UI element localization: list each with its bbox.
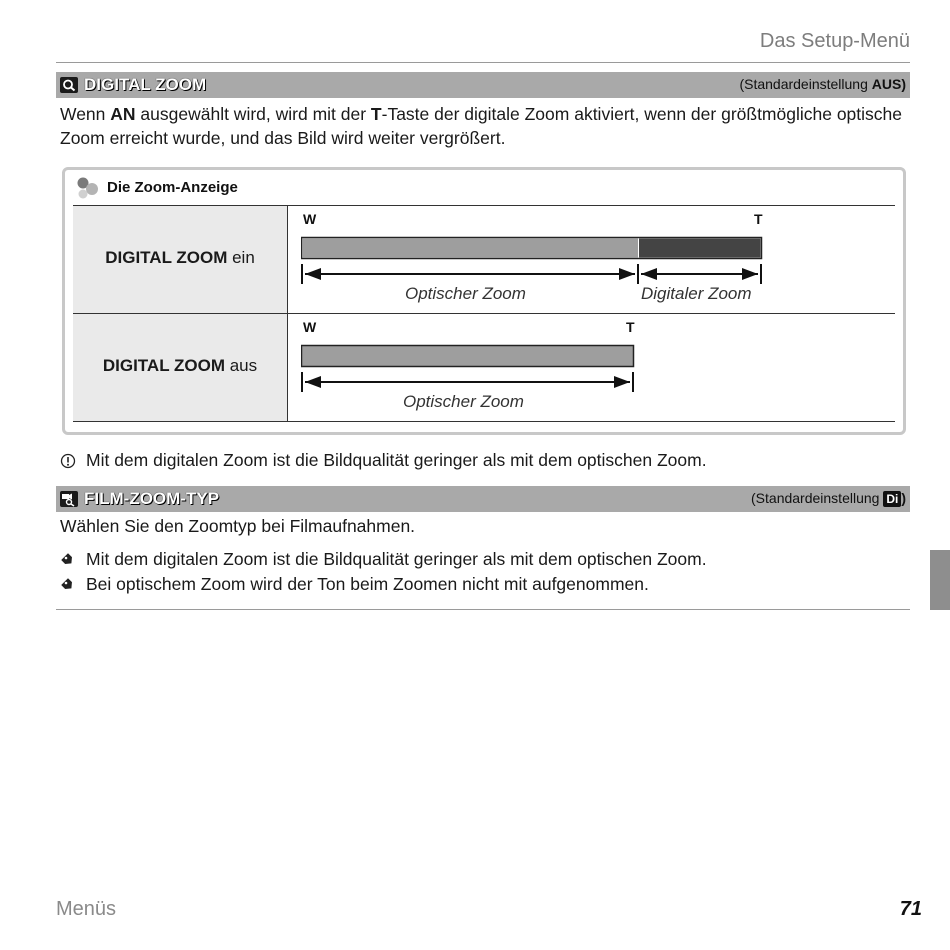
arrowhead — [742, 268, 758, 280]
t-label: T — [754, 211, 763, 227]
default-suffix: ) — [901, 490, 906, 506]
row-label-bold: DIGITAL ZOOM — [102, 356, 225, 375]
optical-zoom-caption: Optischer Zoom — [405, 284, 526, 303]
caution-icon — [60, 453, 76, 469]
body-text-part: Wenn — [60, 104, 111, 124]
chapter-side-tab — [930, 550, 950, 610]
section-title — [60, 489, 219, 509]
default-value: AUS — [871, 76, 902, 92]
row-label-on — [73, 248, 287, 268]
zoom-bar-off — [301, 344, 637, 396]
movie-zoom-icon — [60, 491, 78, 507]
zoom-search-icon — [60, 77, 78, 93]
digital-zoom-fill — [639, 239, 761, 258]
default-prefix: (Standardeinstellung — [739, 76, 872, 92]
default-suffix: ) — [901, 76, 906, 92]
di-badge: Di — [883, 491, 901, 507]
body-an: AN — [110, 104, 136, 124]
row-label-rest: aus — [225, 356, 258, 375]
bullet-text: Mit dem digitalen Zoom ist die Bildqualität geringer als mit dem optischen Zoom. — [86, 549, 707, 569]
section-title-text: FILM-ZOOM-TYP — [84, 489, 220, 508]
section-title — [60, 75, 206, 95]
body-text-part: -Taste der digitale Zoom aktiviert, wenn der größtmögliche optische Zoom erreicht wurde, und das Bild wird weiter vergrößert. — [60, 104, 903, 148]
row-label-cell-on — [73, 206, 287, 313]
optical-zoom-fill — [302, 346, 634, 367]
hint-icon — [73, 175, 103, 201]
tag-bullet-icon — [60, 577, 76, 593]
body-text-part: ausgewählt wird, wird mit der — [135, 104, 371, 124]
caution-note — [60, 450, 707, 471]
optical-zoom-caption: Optischer Zoom — [403, 392, 524, 411]
panel-title: Die Zoom-Anzeige — [107, 179, 238, 196]
list-item — [60, 574, 649, 595]
running-head: Das Setup-Menü — [759, 30, 910, 52]
section-title-text: DIGITAL ZOOM — [84, 75, 207, 94]
body-t: T — [370, 104, 382, 124]
section-bar-digital-zoom — [56, 72, 910, 98]
caution-text: Mit dem digitalen Zoom ist die Bildqualität geringer als mit dem optischen Zoom. — [86, 450, 707, 470]
section-end-rule — [56, 609, 910, 610]
row-label-rest: ein — [227, 248, 255, 267]
arrowhead — [305, 268, 321, 280]
section2-body: Wählen Sie den Zoomtyp bei Filmaufnahmen. — [60, 516, 416, 536]
table-rule-vertical — [287, 205, 288, 421]
optical-zoom-fill — [303, 239, 639, 258]
digital-zoom-caption: Digitaler Zoom — [641, 284, 752, 303]
section-bar-film-zoom-typ — [56, 486, 910, 512]
default-prefix: (Standardeinstellung — [751, 490, 884, 506]
default-setting — [751, 490, 906, 507]
arrowhead — [641, 268, 657, 280]
w-label: W — [303, 211, 317, 227]
arrowhead — [305, 376, 321, 388]
zoom-indicator-panel — [62, 167, 906, 435]
arrowhead — [619, 268, 635, 280]
row-label-bold: DIGITAL ZOOM — [105, 248, 228, 267]
row-label-off — [73, 356, 287, 376]
default-setting — [739, 76, 906, 92]
header-rule — [56, 62, 910, 63]
section1-body — [60, 102, 910, 150]
list-item — [60, 549, 707, 570]
page-number: 71 — [899, 898, 922, 920]
row-label-cell-off — [73, 314, 287, 421]
bullet-text: Bei optischem Zoom wird der Ton beim Zoomen nicht mit aufgenommen. — [86, 574, 649, 594]
w-label: W — [303, 319, 317, 335]
t-label: T — [626, 319, 635, 335]
tag-bullet-icon — [60, 552, 76, 568]
arrowhead — [614, 376, 630, 388]
table-rule-bottom — [73, 421, 895, 422]
zoom-bar-on — [301, 236, 763, 288]
footer-section-name: Menüs — [56, 898, 117, 920]
